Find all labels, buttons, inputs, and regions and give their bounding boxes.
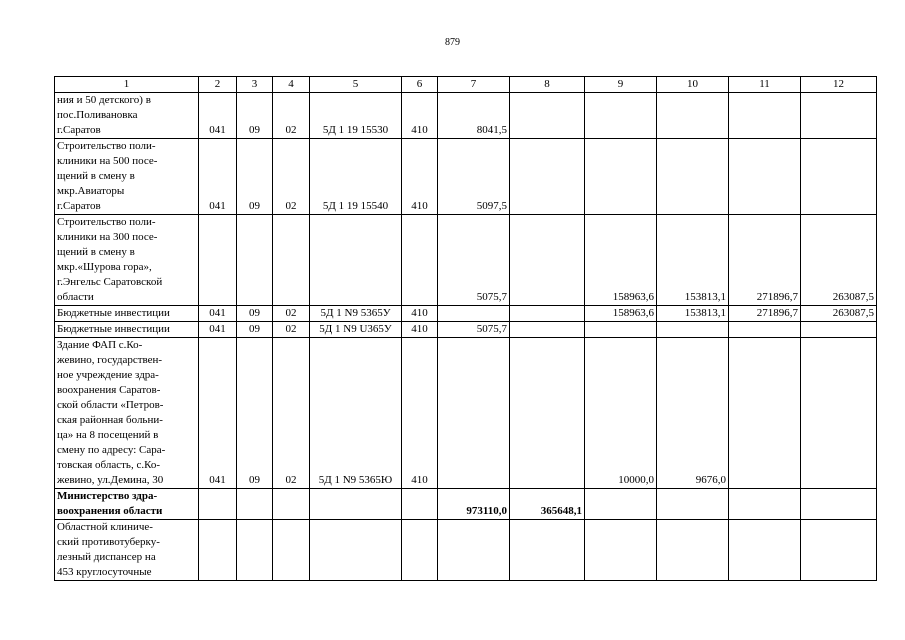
header-cell: 2 bbox=[199, 77, 237, 93]
row-name-line: Здание ФАП с.Ко- bbox=[57, 339, 143, 351]
table-cell: 153813,1 bbox=[657, 215, 729, 306]
table-cell bbox=[199, 215, 237, 306]
table-cell bbox=[801, 489, 877, 520]
table-cell: 041 bbox=[199, 306, 237, 322]
table-cell bbox=[585, 322, 657, 338]
row-name-cell bbox=[55, 520, 199, 581]
row-name-line: области bbox=[57, 291, 94, 303]
table-cell bbox=[402, 489, 438, 520]
table-cell: 5Д 1 N9 5365Ю bbox=[310, 338, 402, 489]
table-row bbox=[55, 306, 877, 322]
table-cell: 09 bbox=[237, 139, 273, 215]
table-cell bbox=[438, 338, 510, 489]
table-cell bbox=[237, 520, 273, 581]
header-cell: 10 bbox=[657, 77, 729, 93]
table-cell bbox=[510, 215, 585, 306]
table-cell bbox=[310, 489, 402, 520]
table-body bbox=[55, 77, 877, 581]
budget-table bbox=[54, 76, 877, 581]
row-name-cell bbox=[55, 93, 199, 139]
table-row bbox=[55, 520, 877, 581]
table-cell: 041 bbox=[199, 338, 237, 489]
table-cell: 271896,7 bbox=[729, 215, 801, 306]
table-cell bbox=[438, 520, 510, 581]
header-cell: 6 bbox=[402, 77, 438, 93]
row-name-line: лезный диспансер на bbox=[57, 551, 156, 563]
table-cell: 153813,1 bbox=[657, 306, 729, 322]
row-name-cell bbox=[55, 338, 199, 489]
table-cell: 365648,1 bbox=[510, 489, 585, 520]
table-cell bbox=[438, 306, 510, 322]
row-name-line: г.Саратов bbox=[57, 200, 101, 212]
table-cell: 02 bbox=[273, 139, 310, 215]
row-name-line: мкр.«Шурова гора», bbox=[57, 261, 152, 273]
table-cell: 5Д 1 N9 U365У bbox=[310, 322, 402, 338]
table-cell: 041 bbox=[199, 139, 237, 215]
header-cell: 5 bbox=[310, 77, 402, 93]
header-cell: 4 bbox=[273, 77, 310, 93]
table-cell bbox=[729, 322, 801, 338]
table-cell: 5097,5 bbox=[438, 139, 510, 215]
row-name-line: ца» на 8 посещений в bbox=[57, 429, 159, 441]
table-cell bbox=[310, 215, 402, 306]
row-name-line: ния и 50 детского) в bbox=[57, 94, 151, 106]
table-cell bbox=[657, 322, 729, 338]
table-cell bbox=[585, 489, 657, 520]
table-cell bbox=[801, 139, 877, 215]
header-cell: 12 bbox=[801, 77, 877, 93]
row-name-line: щений в смену в bbox=[57, 246, 135, 258]
table-cell bbox=[273, 520, 310, 581]
page-number: 879 bbox=[445, 37, 460, 48]
table-cell: 410 bbox=[402, 139, 438, 215]
table-cell: 09 bbox=[237, 93, 273, 139]
table-cell: 8041,5 bbox=[438, 93, 510, 139]
header-cell: 1 bbox=[55, 77, 199, 93]
row-name-line: воохранения области bbox=[57, 505, 163, 517]
table-cell: 271896,7 bbox=[729, 306, 801, 322]
row-name-line: Строительство поли- bbox=[57, 216, 156, 228]
row-name-line: ное учреждение здра- bbox=[57, 369, 159, 381]
table-cell: 158963,6 bbox=[585, 215, 657, 306]
row-name-line: Строительство поли- bbox=[57, 140, 156, 152]
table-cell bbox=[657, 93, 729, 139]
table-cell: 263087,5 bbox=[801, 215, 877, 306]
row-name-cell bbox=[55, 139, 199, 215]
header-cell: 8 bbox=[510, 77, 585, 93]
row-name-line: Бюджетные инвестиции bbox=[57, 307, 170, 319]
table-cell: 158963,6 bbox=[585, 306, 657, 322]
table-cell bbox=[657, 489, 729, 520]
row-name-cell bbox=[55, 489, 199, 520]
table-row bbox=[55, 215, 877, 306]
row-name-cell bbox=[55, 215, 199, 306]
table-row bbox=[55, 139, 877, 215]
row-name-line: Бюджетные инвестиции bbox=[57, 323, 170, 335]
table-cell bbox=[510, 139, 585, 215]
table-cell bbox=[729, 93, 801, 139]
row-name-line: мкр.Авиаторы bbox=[57, 185, 125, 197]
row-name-line: г.Энгельс Саратовской bbox=[57, 276, 163, 288]
table-cell bbox=[510, 93, 585, 139]
row-name-line: пос.Поливановка bbox=[57, 109, 138, 121]
row-name-line: воохранения Саратов- bbox=[57, 384, 161, 396]
row-name-line: ский противотуберку- bbox=[57, 536, 160, 548]
table-cell bbox=[510, 306, 585, 322]
table-cell: 041 bbox=[199, 93, 237, 139]
table-cell: 09 bbox=[237, 322, 273, 338]
table-cell bbox=[729, 489, 801, 520]
table-cell bbox=[199, 489, 237, 520]
header-cell: 9 bbox=[585, 77, 657, 93]
header-cell: 7 bbox=[438, 77, 510, 93]
table-cell: 973110,0 bbox=[438, 489, 510, 520]
row-name-line: клиники на 300 посе- bbox=[57, 231, 158, 243]
table-cell bbox=[199, 520, 237, 581]
table-cell: 041 bbox=[199, 322, 237, 338]
table-cell: 10000,0 bbox=[585, 338, 657, 489]
table-cell bbox=[402, 520, 438, 581]
table-cell bbox=[585, 93, 657, 139]
header-row bbox=[55, 77, 877, 93]
table-cell: 410 bbox=[402, 93, 438, 139]
table-cell: 5075,7 bbox=[438, 215, 510, 306]
table-cell: 410 bbox=[402, 306, 438, 322]
table-cell bbox=[510, 338, 585, 489]
table-cell bbox=[729, 139, 801, 215]
table-cell: 02 bbox=[273, 338, 310, 489]
table-cell: 9676,0 bbox=[657, 338, 729, 489]
table-cell: 410 bbox=[402, 322, 438, 338]
table-cell bbox=[729, 338, 801, 489]
row-name-line: жевино, ул.Демина, 30 bbox=[57, 474, 164, 486]
table-cell bbox=[801, 93, 877, 139]
table-row bbox=[55, 322, 877, 338]
header-cell: 3 bbox=[237, 77, 273, 93]
table-cell bbox=[585, 520, 657, 581]
row-name-cell bbox=[55, 322, 199, 338]
table-cell bbox=[585, 139, 657, 215]
table-cell bbox=[801, 520, 877, 581]
table-cell: 5Д 1 19 15540 bbox=[310, 139, 402, 215]
row-name-line: ской области «Петров- bbox=[57, 399, 164, 411]
table-cell bbox=[801, 322, 877, 338]
row-name-cell bbox=[55, 306, 199, 322]
row-name-line: клиники на 500 посе- bbox=[57, 155, 158, 167]
table-cell bbox=[510, 520, 585, 581]
table-cell: 02 bbox=[273, 306, 310, 322]
row-name-line: г.Саратов bbox=[57, 124, 101, 136]
row-name-line: смену по адресу: Сара- bbox=[57, 444, 166, 456]
table-cell bbox=[273, 215, 310, 306]
table-cell: 09 bbox=[237, 338, 273, 489]
header-cell: 11 bbox=[729, 77, 801, 93]
row-name-line: Министерство здра- bbox=[57, 490, 158, 502]
row-name-line: щений в смену в bbox=[57, 170, 135, 182]
table-cell: 5Д 1 19 15530 bbox=[310, 93, 402, 139]
table-cell bbox=[237, 489, 273, 520]
table-cell bbox=[801, 338, 877, 489]
table-cell bbox=[729, 520, 801, 581]
table-row bbox=[55, 93, 877, 139]
row-name-line: товская область, с.Ко- bbox=[57, 459, 161, 471]
table-cell: 5Д 1 N9 5365У bbox=[310, 306, 402, 322]
table-cell: 5075,7 bbox=[438, 322, 510, 338]
table-cell: 02 bbox=[273, 322, 310, 338]
table-cell: 02 bbox=[273, 93, 310, 139]
row-name-line: ская районная больни- bbox=[57, 414, 163, 426]
table-cell bbox=[510, 322, 585, 338]
table-cell: 09 bbox=[237, 306, 273, 322]
table-cell bbox=[402, 215, 438, 306]
table-cell bbox=[657, 139, 729, 215]
table-cell bbox=[237, 215, 273, 306]
table-cell: 410 bbox=[402, 338, 438, 489]
table-cell: 263087,5 bbox=[801, 306, 877, 322]
table-row bbox=[55, 489, 877, 520]
table-row bbox=[55, 338, 877, 489]
row-name-line: жевино, государствен- bbox=[57, 354, 163, 366]
table-cell bbox=[310, 520, 402, 581]
table-cell bbox=[273, 489, 310, 520]
table-cell bbox=[657, 520, 729, 581]
row-name-line: 453 круглосуточные bbox=[57, 566, 152, 578]
row-name-line: Областной клиниче- bbox=[57, 521, 153, 533]
